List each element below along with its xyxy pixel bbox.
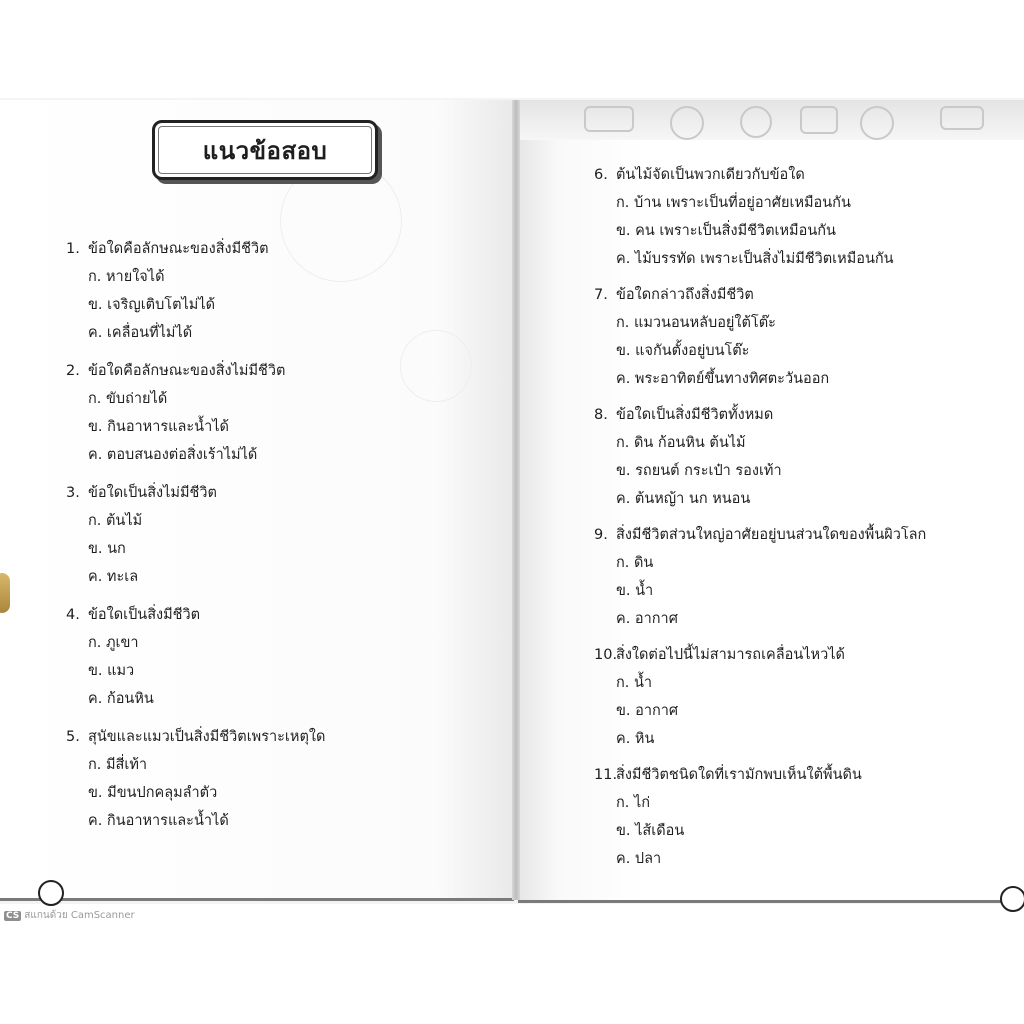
question-text: ข้อใดคือลักษณะของสิ่งไม่มีชีวิต — [88, 363, 286, 379]
answer-option: ข. รถยนต์ กระเป๋า รองเท้า — [616, 463, 782, 479]
question-text: ข้อใดเป็นสิ่งมีชีวิต — [88, 607, 201, 623]
page-corner-marker — [1000, 886, 1024, 912]
answer-option: ค. ต้นหญ้า นก หนอน — [616, 491, 751, 507]
question-item — [66, 728, 326, 746]
question-number: 5. — [66, 729, 80, 745]
scanner-label: สแกนด้วย CamScanner — [24, 910, 135, 921]
answer-option: ก. ไก่ — [616, 795, 651, 811]
answer-option: ก. ดิน — [616, 555, 654, 571]
question-text: ต้นไม้จัดเป็นพวกเดียวกับข้อใด — [616, 167, 805, 183]
answer-option: ค. กินอาหารและน้ำได้ — [88, 813, 229, 829]
question-text: สิ่งมีชีวิตชนิดใดที่เรามักพบเห็นใต้พื้นดิน — [616, 767, 862, 783]
question-number: 8. — [594, 407, 608, 423]
answer-option: ข. คน เพราะเป็นสิ่งมีชีวิตเหมือนกัน — [616, 223, 836, 239]
answer-option: ค. ไม้บรรทัด เพราะเป็นสิ่งไม่มีชีวิตเหมือนกัน — [616, 251, 894, 267]
question-number: 10. — [594, 647, 618, 663]
book-tab — [0, 573, 10, 613]
question-item — [594, 286, 754, 304]
answer-option: ข. กินอาหารและน้ำได้ — [88, 419, 229, 435]
question-text: ข้อใดคือลักษณะของสิ่งมีชีวิต — [88, 241, 269, 257]
question-text: สิ่งมีชีวิตส่วนใหญ่อาศัยอยู่บนส่วนใดของพื้นผิวโลก — [616, 527, 927, 543]
answer-option: ค. ก้อนหิน — [88, 691, 154, 707]
question-item — [594, 766, 862, 784]
answer-option: ค. ทะเล — [88, 569, 139, 585]
answer-option: ก. ขับถ่ายได้ — [88, 391, 168, 407]
question-number: 9. — [594, 527, 608, 543]
question-text: ข้อใดเป็นสิ่งไม่มีชีวิต — [88, 485, 217, 501]
title-frame — [152, 120, 378, 180]
answer-option: ข. ไส้เดือน — [616, 823, 685, 839]
question-item — [594, 406, 774, 424]
question-item — [66, 240, 269, 258]
question-item — [594, 526, 927, 544]
answer-option: ก. แมวนอนหลับอยู่ใต้โต๊ะ — [616, 315, 776, 331]
answer-option: ก. ภูเขา — [88, 635, 139, 651]
answer-option: ค. พระอาทิตย์ขึ้นทางทิศตะวันออก — [616, 371, 830, 387]
answer-option: ข. นก — [88, 541, 126, 557]
answer-option: ก. หายใจได้ — [88, 269, 165, 285]
question-number: 2. — [66, 363, 80, 379]
question-number: 7. — [594, 287, 608, 303]
question-item — [66, 606, 201, 624]
page-title: แนวข้อสอบ — [202, 136, 328, 165]
question-item — [594, 646, 845, 664]
scanner-logo: CS — [6, 911, 20, 921]
question-number: 11. — [594, 767, 618, 783]
question-item — [66, 362, 286, 380]
answer-option: ค. ตอบสนองต่อสิ่งเร้าไม่ได้ — [88, 447, 258, 463]
answer-option: ก. ต้นไม้ — [88, 513, 143, 529]
answer-option: ข. อากาศ — [616, 703, 679, 719]
question-number: 3. — [66, 485, 80, 501]
question-text: สิ่งใดต่อไปนี้ไม่สามารถเคลื่อนไหวได้ — [616, 647, 845, 663]
answer-option: ข. น้ำ — [616, 583, 654, 599]
question-text: ข้อใดเป็นสิ่งมีชีวิตทั้งหมด — [616, 407, 774, 423]
answer-option: ก. บ้าน เพราะเป็นที่อยู่อาศัยเหมือนกัน — [616, 195, 851, 211]
answer-option: ค. เคลื่อนที่ไม่ได้ — [88, 325, 193, 341]
question-text: สุนัขและแมวเป็นสิ่งมีชีวิตเพราะเหตุใด — [88, 729, 326, 745]
page-corner-marker — [38, 880, 64, 906]
question-item — [66, 484, 217, 502]
answer-option: ค. อากาศ — [616, 611, 678, 627]
top-decoration — [520, 100, 1024, 140]
scanner-watermark — [4, 908, 135, 923]
book-gutter — [512, 100, 520, 900]
question-number: 4. — [66, 607, 80, 623]
answer-option: ก. มีสี่เท้า — [88, 757, 148, 773]
answer-option: ข. เจริญเติบโตไม่ได้ — [88, 297, 216, 313]
answer-option: ค. ปลา — [616, 851, 662, 867]
watermark-circle — [400, 330, 472, 402]
question-number: 6. — [594, 167, 608, 183]
answer-option: ค. หิน — [616, 731, 655, 747]
question-number: 1. — [66, 241, 80, 257]
answer-option: ข. แมว — [88, 663, 135, 679]
answer-option: ก. ดิน ก้อนหิน ต้นไม้ — [616, 435, 746, 451]
question-item — [594, 166, 805, 184]
question-text: ข้อใดกล่าวถึงสิ่งมีชีวิต — [616, 287, 754, 303]
answer-option: ข. แจกันตั้งอยู่บนโต๊ะ — [616, 343, 750, 359]
answer-option: ก. น้ำ — [616, 675, 653, 691]
answer-option: ข. มีขนปกคลุมลำตัว — [88, 785, 218, 801]
